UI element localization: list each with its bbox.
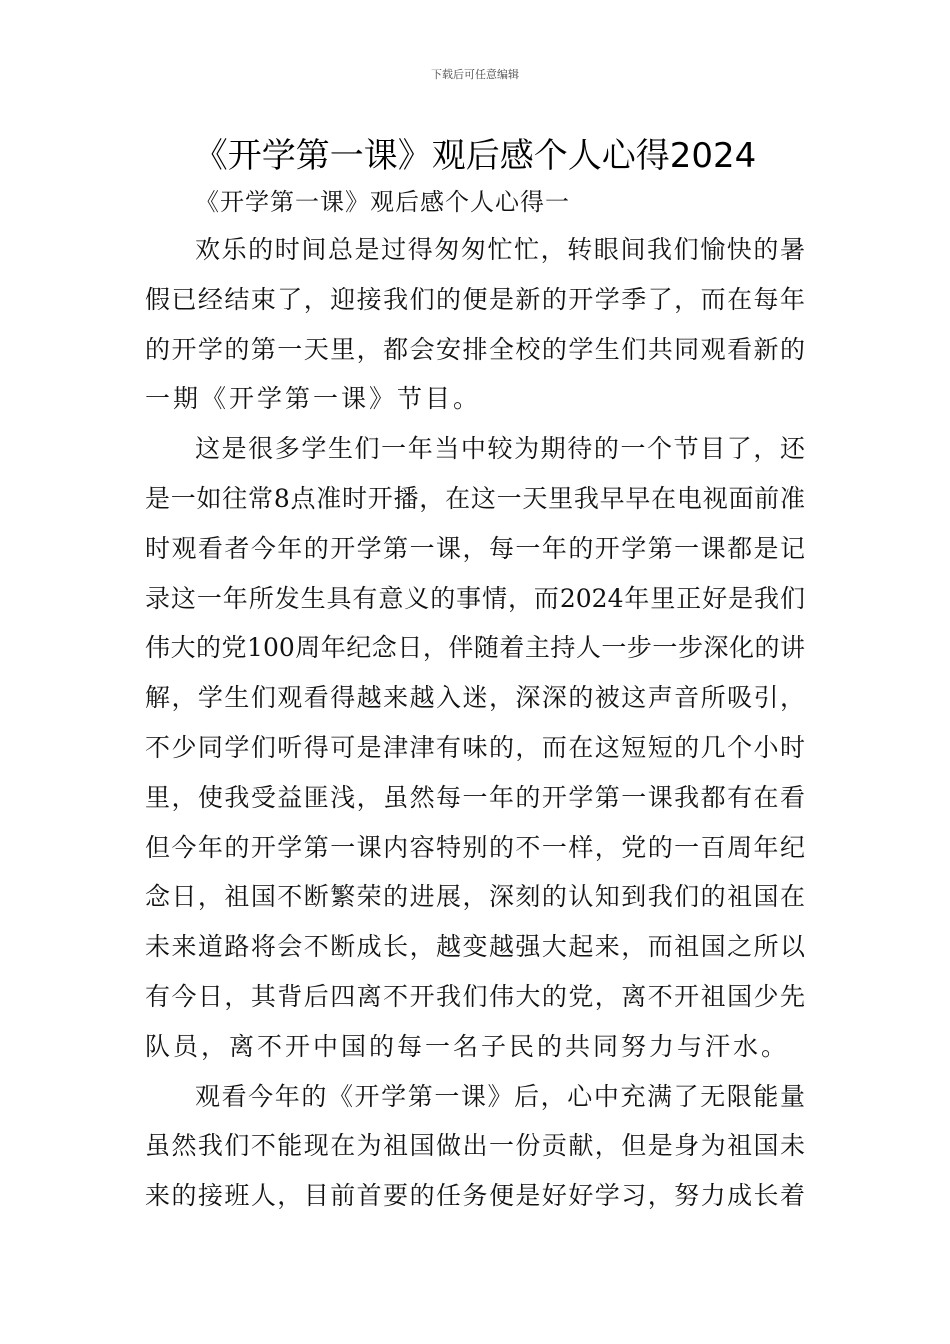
text-line: 队员，离不开中国的每一名子民的共同努力与汗水。 [145,1031,790,1061]
document-subtitle: 《开学第一课》观后感个人心得一 [195,188,570,216]
text-line: 虽然我们不能现在为祖国做出一份贡献，但是身为祖国未 [145,1131,805,1161]
paragraph-2 [145,424,805,1071]
header-note: 下载后可任意编辑 [431,68,519,81]
text-line: 是一如往常8点准时开播，在这一天里我早早在电视面前准 [145,483,805,513]
paragraph-1 [145,225,805,424]
document-title: 《开学第一课》观后感个人心得2024 [193,136,757,176]
text-line: 这是很多学生们一年当中较为期待的一个节目了，还 [195,434,805,464]
text-line: 来的接班人，目前首要的任务便是好好学习，努力成长着 [145,1181,805,1211]
text-line: 伟大的党100周年纪念日，伴随着主持人一步一步深化的讲 [145,633,805,663]
text-line: 时观看者今年的开学第一课，每一年的开学第一课都是记 [145,533,805,563]
text-line: 未来道路将会不断成长，越变越强大起来，而祖国之所以 [145,932,805,962]
text-line: 一期《开学第一课》节目。 [145,384,482,414]
text-line: 录这一年所发生具有意义的事情，而2024年里正好是我们 [145,583,805,613]
paragraph-3 [145,1072,805,1221]
text-line: 但今年的开学第一课内容特别的不一样，党的一百周年纪 [145,832,805,862]
text-line: 不少同学们听得可是津津有味的，而在这短短的几个小时 [145,732,805,762]
text-line: 的开学的第一天里，都会安排全校的学生们共同观看新的 [145,334,805,364]
text-line: 里，使我受益匪浅，虽然每一年的开学第一课我都有在看 [145,782,805,812]
text-line: 念日，祖国不断繁荣的进展，深刻的认知到我们的祖国在 [145,882,805,912]
text-line: 解，学生们观看得越来越入迷，深深的被这声音所吸引， [145,683,805,713]
text-line: 欢乐的时间总是过得匆匆忙忙，转眼间我们愉快的暑 [195,235,805,264]
document-body [145,225,805,1221]
text-line: 观看今年的《开学第一课》后，心中充满了无限能量 [195,1081,805,1111]
text-line: 有今日，其背后四离不开我们伟大的党，离不开祖国少先 [145,981,805,1011]
text-line: 假已经结束了，迎接我们的便是新的开学季了，而在每年 [145,284,805,314]
